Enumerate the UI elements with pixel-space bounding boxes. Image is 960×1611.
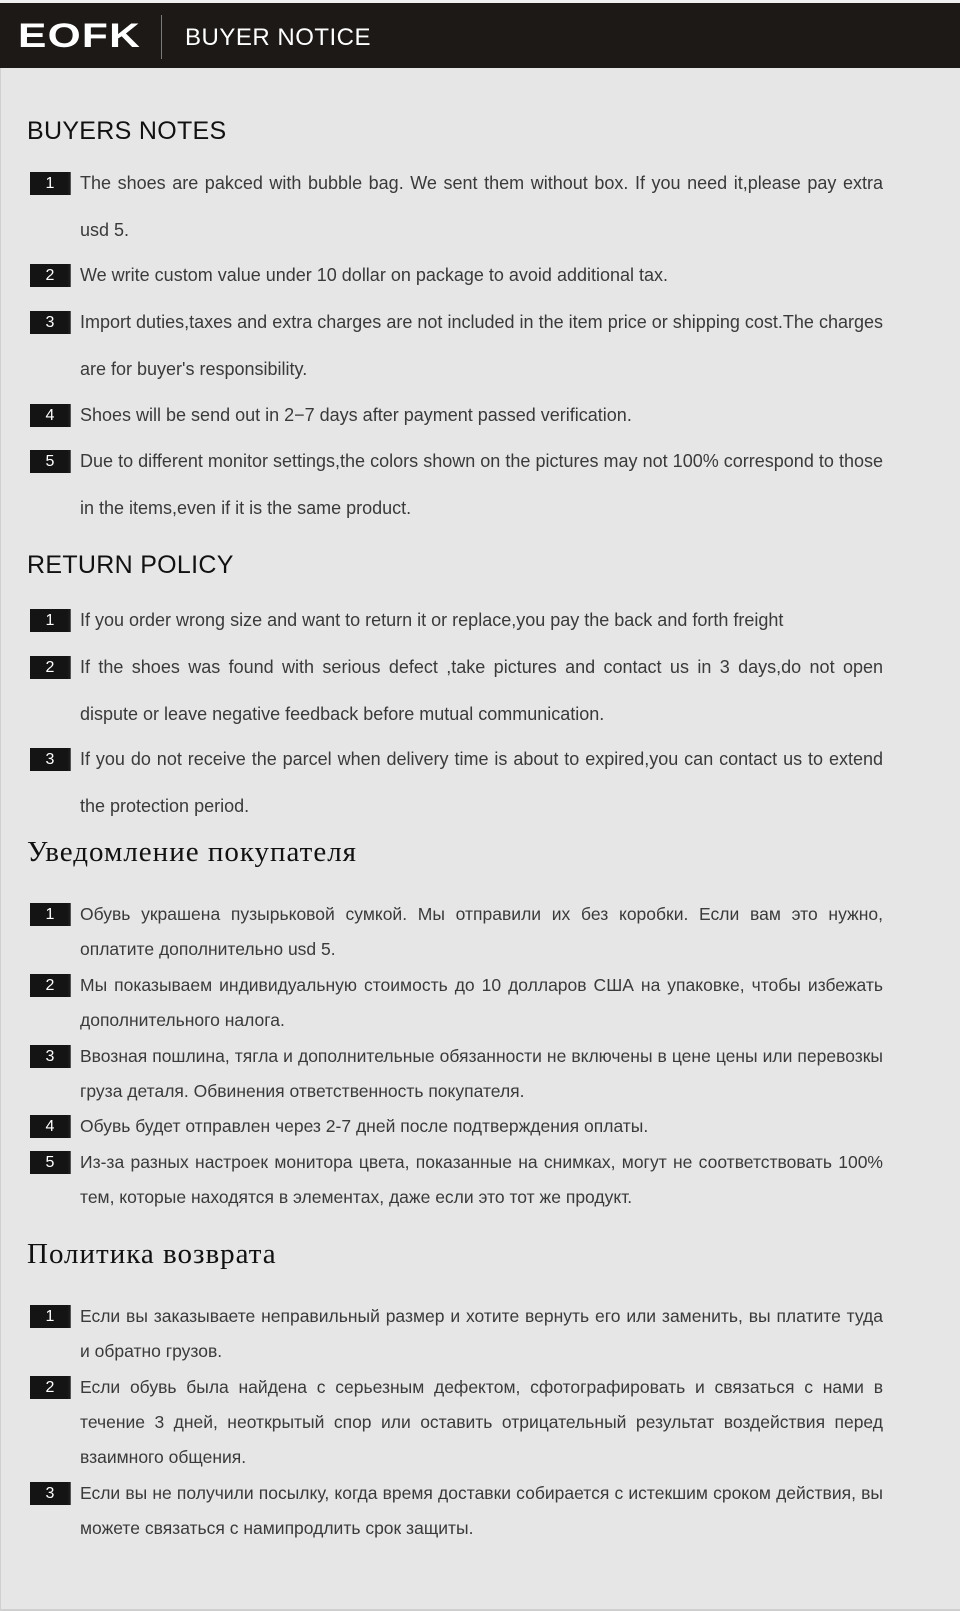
section-title-buyer-notice-ru: Уведомление покупателя: [27, 836, 358, 868]
section-title-return-policy: RETURN POLICY: [27, 551, 234, 579]
item-text: If you order wrong size and want to return it or replace,you pay the back and forth freight: [80, 610, 784, 630]
list-item: [30, 1376, 883, 1475]
header-title: BUYER NOTICE: [185, 24, 372, 51]
item-number: 1: [30, 903, 71, 926]
item-number: 4: [30, 1115, 71, 1138]
item-text: Обувь будет отправлен через 2-7 дней после подтверждения оплаты.: [80, 1116, 649, 1136]
brand-logo: EOFK: [18, 17, 142, 55]
item-text: Из-за разных настроек монитора цвета, показанные на снимках, могут не соответствовать 100% тем, которые находятся в элементах, даже если это тот же продукт.: [80, 1152, 883, 1207]
item-number: 2: [30, 656, 71, 679]
item-number: 2: [30, 974, 71, 997]
list-item: [30, 656, 883, 738]
item-number: 1: [30, 1305, 71, 1328]
item-number: 4: [30, 404, 71, 427]
list-item: [30, 172, 883, 254]
item-text: Shoes will be send out in 2−7 days after payment passed verification.: [80, 405, 632, 425]
list-item: [30, 311, 883, 393]
item-text: Мы показываем индивидуальную стоимость до 10 долларов США на упаковке, чтобы избежать дополнительного налога.: [80, 975, 883, 1030]
notice-content: [0, 68, 960, 1611]
item-text: The shoes are pakced with bubble bag. We sent them without box. If you need it,please pay extra usd 5.: [80, 173, 883, 240]
list-item: [30, 1482, 883, 1546]
list-item: [30, 404, 883, 439]
section-title-return-policy-ru: Политика возврата: [27, 1238, 277, 1270]
list-item: [30, 1115, 883, 1144]
item-number: 2: [30, 264, 71, 287]
item-number: 1: [30, 609, 71, 632]
item-number: 3: [30, 1482, 71, 1505]
item-text: Ввозная пошлина, тягла и дополнительные обязанности не включены в цене цены или перевозкы груза деталя. Обвинения ответственность покупателя.: [80, 1046, 883, 1101]
item-text: Due to different monitor settings,the colors shown on the pictures may not 100% correspond to those in the items,even if it is the same product.: [80, 451, 883, 518]
item-number: 3: [30, 748, 71, 771]
list-item: [30, 1151, 883, 1215]
section-title-buyers-notes: BUYERS NOTES: [27, 117, 227, 145]
list-item: [30, 903, 883, 967]
item-number: 2: [30, 1376, 71, 1399]
list-item: [30, 748, 883, 830]
item-text: Import duties,taxes and extra charges are not included in the item price or shipping cost.The charges are for buyer's responsibility.: [80, 312, 883, 379]
list-item: [30, 264, 883, 299]
list-item: [30, 1045, 883, 1109]
header-bar: [0, 0, 960, 68]
item-number: 3: [30, 1045, 71, 1068]
item-text: Если обувь была найдена с серьезным дефектом, сфотографировать и связаться с нами в течение 3 дней, неоткрытый спор или оставить отрицательный результат воздействия перед взаимного общения.: [80, 1377, 883, 1467]
item-number: 1: [30, 172, 71, 195]
header-divider: [161, 15, 162, 59]
list-item: [30, 974, 883, 1038]
item-text: Если вы заказываете неправильный размер и хотите вернуть его или заменить, вы платите туда и обратно грузов.: [80, 1306, 883, 1361]
item-text: We write custom value under 10 dollar on package to avoid additional tax.: [80, 265, 669, 285]
item-number: 3: [30, 311, 71, 334]
item-number: 5: [30, 450, 71, 473]
item-text: Обувь украшена пузырьковой сумкой. Мы отправили их без коробки. Если вам это нужно, оплатите дополнительно usd 5.: [80, 904, 883, 959]
list-item: [30, 450, 883, 532]
item-text: If you do not receive the parcel when delivery time is about to expired,you can contact us to extend the protection period.: [80, 749, 883, 816]
item-text: Если вы не получили посылку, когда время доставки собирается с истекшим сроком действия, вы можете связаться с намипродлить срок защиты.: [80, 1483, 883, 1538]
item-number: 5: [30, 1151, 71, 1174]
list-item: [30, 609, 883, 644]
list-item: [30, 1305, 883, 1369]
item-text: If the shoes was found with serious defect ,take pictures and contact us in 3 days,do not open dispute or leave negative feedback before mutual communication.: [80, 657, 883, 724]
